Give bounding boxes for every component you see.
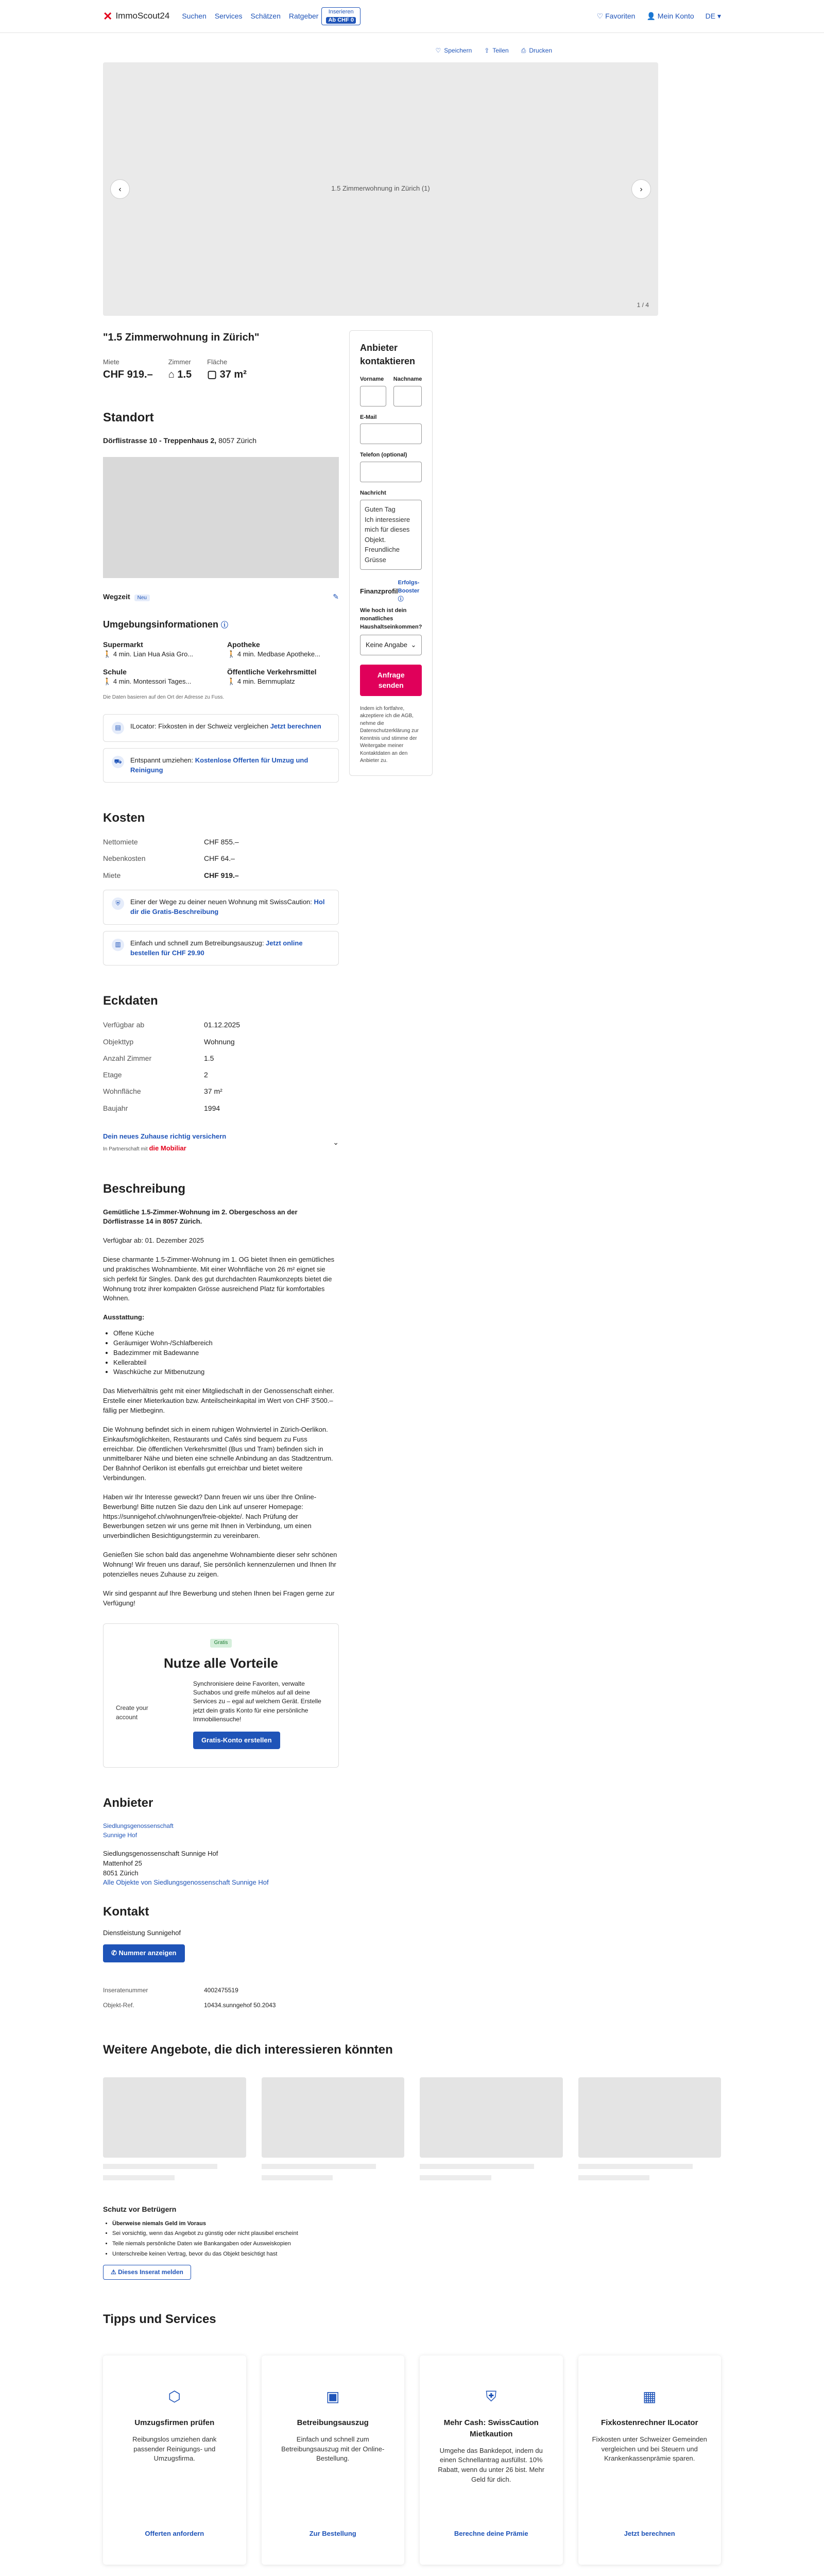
- gallery-counter: 1 / 4: [637, 301, 649, 309]
- favoriten-link[interactable]: [597, 11, 636, 21]
- contact-value: 10434.sunngehof 50.2043: [204, 2002, 276, 2009]
- fact-area-value: 37 m²: [219, 369, 247, 381]
- betreibung-card[interactable]: [103, 931, 339, 966]
- feature-item: • Kellerabteil: [113, 1358, 339, 1368]
- message-label: Nachricht: [360, 490, 386, 497]
- section-tips: Tipps und Services: [103, 2312, 216, 2327]
- send-request-button[interactable]: Anfrage senden: [360, 665, 422, 696]
- tip-card: [103, 2355, 246, 2565]
- tip-card: [420, 2355, 563, 2565]
- detail-row: [103, 1050, 339, 1066]
- tip-title: Umzugsfirmen prüfen: [134, 2418, 215, 2428]
- env-note: Die Daten basieren auf den Ort der Adresse zu Fuss.: [103, 694, 225, 701]
- detail-value: 37 m²: [204, 1087, 222, 1096]
- desc-paragraph: Das Mietverhältnis geht mit einer Mitgliedschaft in der Genossenschaft einher. Erstelle einer Mieterkaution bzw. Anteilscheinkapital im Wert von CHF 3'500.– fällig per Mietbeginn.: [103, 1387, 334, 1415]
- brand-logo[interactable]: [103, 8, 169, 25]
- swisscaution-link[interactable]: Hol dir die Gratis-Beschreibung: [130, 898, 325, 916]
- email-input[interactable]: [360, 423, 422, 444]
- phone-input[interactable]: [360, 462, 422, 482]
- cost-value: CHF 64.–: [204, 854, 235, 863]
- inserieren-sub: Ab CHF 0: [326, 17, 356, 24]
- route-label: Wegzeit: [103, 592, 130, 601]
- area-icon: ▢: [207, 369, 220, 381]
- feature-item: • Geräumiger Wohn-/Schlafbereich: [113, 1338, 339, 1348]
- detail-key: Verfügbar ab: [103, 1021, 145, 1029]
- fact-rent-label: Miete: [103, 358, 119, 366]
- env-item: [227, 639, 339, 659]
- detail-row: [103, 1066, 339, 1083]
- section-eckdaten: Eckdaten: [103, 994, 158, 1008]
- report-listing-button[interactable]: [103, 2265, 191, 2280]
- swisscaution-card[interactable]: [103, 890, 339, 925]
- section-beschreibung: Beschreibung: [103, 1181, 186, 1196]
- tips-list: [103, 2355, 721, 2565]
- print-label: Drucken: [529, 47, 552, 54]
- info-icon[interactable]: ⓘ: [221, 620, 229, 629]
- section-kosten: Kosten: [103, 811, 145, 825]
- detail-key: Objekttyp: [103, 1037, 134, 1046]
- betreibung-link[interactable]: Jetzt online bestellen für CHF 29.90: [130, 939, 303, 957]
- insurance-link[interactable]: Dein neues Zuhause richtig versichern: [103, 1132, 227, 1141]
- language-select[interactable]: DE ▾: [705, 12, 721, 21]
- details-table: [103, 1016, 339, 1116]
- env-item-title: Apotheke: [227, 640, 260, 649]
- env-item: [103, 639, 215, 659]
- favoriten-label: Favoriten: [605, 12, 636, 21]
- mein-konto-label: Mein Konto: [657, 12, 694, 21]
- env-item-text: 4 min. Bernmuplatz: [237, 677, 295, 686]
- create-account-button[interactable]: Gratis-Konto erstellen: [193, 1732, 280, 1750]
- last-name-input[interactable]: [393, 386, 422, 406]
- swisscaution-text: Einer der Wege zu deiner neuen Wohnung mit SwissCaution:: [130, 898, 314, 906]
- chevron-down-icon: ⌄: [410, 640, 417, 649]
- print-button[interactable]: [521, 46, 552, 55]
- info-icon[interactable]: ⓘ: [398, 596, 404, 603]
- share-label: Teilen: [492, 47, 509, 54]
- detail-row: [103, 1100, 339, 1116]
- address-street: Dörflistrasse 10 - Treppenhaus 2,: [103, 436, 217, 445]
- description: [103, 1208, 339, 1608]
- map[interactable]: [103, 457, 339, 578]
- costs-table: [103, 834, 339, 884]
- detail-row: [103, 1033, 339, 1050]
- tip-title: Betreibungsauszug: [297, 2418, 369, 2428]
- detail-value: 01.12.2025: [204, 1021, 241, 1029]
- desc-paragraph: Wir sind gespannt auf Ihre Bewerbung und stehen Ihnen bei Fragen gerne zur Verfügung!: [103, 1589, 335, 1607]
- tip-text: Reibungslos umziehen dank passender Reinigungs- und Umzugsfirma.: [132, 2435, 217, 2463]
- chevron-down-icon: ⌄: [333, 1138, 339, 1146]
- detail-value: 1994: [204, 1104, 220, 1112]
- cost-key: Nebenkosten: [103, 854, 146, 863]
- first-name-input[interactable]: [360, 386, 386, 406]
- mobiliar-logo: die Mobiliar: [149, 1144, 186, 1152]
- form-disclaimer: Indem ich fortfahre, akzeptiere ich die AGB, nehme die Datenschutzerklärung zur Kenntnis und stimme der Weitergabe meiner Kontaktdaten an den Anbieter zu.: [360, 705, 419, 764]
- cost-value: CHF 919.–: [204, 871, 239, 879]
- fraud-box: [103, 2204, 721, 2280]
- env-item-title: Schule: [103, 668, 127, 676]
- heart-icon: ♡: [596, 12, 606, 21]
- promo-image: Create your account: [116, 1704, 148, 1721]
- address-city: 8057 Zürich: [218, 436, 257, 445]
- key-facts: [103, 358, 339, 382]
- logo-mark-icon: ✕: [103, 9, 113, 23]
- offer-card-placeholder[interactable]: [420, 2077, 563, 2180]
- route-row: [103, 591, 339, 602]
- fact-area-label: Fläche: [207, 358, 228, 366]
- document-icon: ▥: [112, 939, 124, 951]
- last-name-label: Nachname: [393, 376, 422, 382]
- env-item-text: 4 min. Medbase Apotheke...: [237, 650, 320, 658]
- gallery-prev-button[interactable]: [110, 179, 130, 199]
- umzug-text: Entspannt umziehen:: [130, 756, 195, 764]
- fraud-item: • Unterschreibe keinen Vertrag, bevor du das Objekt besichtigt hast: [112, 2249, 721, 2260]
- contact-key: Inseratenummer: [103, 1986, 148, 1994]
- walk-icon: 🚶: [103, 650, 113, 658]
- detail-row: [103, 1016, 339, 1033]
- cost-row: [103, 834, 339, 850]
- desc-paragraph: Diese charmante 1.5-Zimmer-Wohnung im 1. OG bietet Ihnen ein gemütliches und praktisches Wohnambiente. Mit einer Wohnfläche von 26 m² eignet sie sich perfekt für Singles. Dank des gut durchdachten Raumkonzepts bietet die Wohnung trotz ihrer kompakten Grösse ausreichend Platz für komfortables Wohnen.: [103, 1256, 335, 1302]
- partner-label: In Partnerschaft mit: [103, 1146, 148, 1152]
- detail-key: Baujahr: [103, 1104, 128, 1112]
- umzug-card[interactable]: [103, 748, 339, 783]
- gratis-badge: Gratis: [210, 1639, 232, 1648]
- section-anbieter: Anbieter: [103, 1796, 153, 1810]
- contact-value: 4002475519: [204, 1986, 238, 1994]
- feature-item: • Badezimmer mit Badewanne: [113, 1348, 339, 1358]
- tip-text: Einfach und schnell zum Betreibungsauszug mit der Online-Bestellung.: [281, 2435, 385, 2463]
- provider-street: Mattenhof 25: [103, 1859, 142, 1867]
- show-number-label: Nummer anzeigen: [118, 1948, 177, 1957]
- provider-city: 8051 Zürich: [103, 1869, 139, 1877]
- share-button[interactable]: [484, 46, 508, 55]
- income-question: Wie hoch ist dein monatliches Haushaltseinkommen?: [360, 607, 422, 631]
- house-icon: ⌂: [168, 369, 178, 381]
- detail-row: [103, 1083, 339, 1099]
- mein-konto-link[interactable]: [646, 11, 694, 21]
- offer-card-placeholder[interactable]: [103, 2077, 246, 2180]
- walk-icon: 🚶: [227, 677, 237, 686]
- tip-link[interactable]: Offerten anfordern: [145, 2530, 204, 2538]
- inserieren-label: Inserieren: [328, 9, 354, 15]
- tip-title: Mehr Cash: SwissCaution Mietkaution: [443, 2418, 539, 2438]
- betreibung-text: Einfach und schnell zum Betreibungsauszug:: [130, 939, 266, 947]
- feature-item: • Offene Küche: [113, 1329, 339, 1338]
- report-listing-label: Dieses Inserat melden: [118, 2268, 183, 2276]
- desc-lead: Gemütliche 1.5-Zimmer-Wohnung im 2. Obergeschoss an der Dörflistrasse 14 in 8057 Zürich.: [103, 1208, 298, 1226]
- box-icon: ⬡: [168, 2388, 181, 2405]
- provider-all-objects-link[interactable]: Alle Objekte von Siedlungsgenossenschaft Sunnige Hof: [103, 1878, 269, 1887]
- contact-key: Objekt-Ref.: [103, 2002, 134, 2009]
- desc-paragraph: Genießen Sie schon bald das angenehme Wohnambiente dieser sehr schönen Wohnung! Wir freuen uns darauf, Sie persönlich kennenzulernen und Ihnen Ihr potenzielles neues Zuhause zu zeigen.: [103, 1551, 337, 1578]
- detail-key: Etage: [103, 1071, 122, 1079]
- promo-text: Synchronisiere deine Favoriten, verwalte Suchabos und greife mühelos auf all deine Services zu – egal auf welchem Gerät. Erstelle jetzt dein gratis Konto für eine persönliche Immobiliensuche!: [193, 1680, 321, 1723]
- ilocator-text: ILocator: Fixkosten in der Schweiz vergleichen: [130, 722, 270, 730]
- tip-card: [262, 2355, 405, 2565]
- nav-ratgeber[interactable]: Ratgeber: [288, 12, 319, 21]
- fact-rent-value: CHF 919.–: [103, 369, 153, 381]
- save-button[interactable]: [435, 46, 472, 55]
- email-label: E-Mail: [360, 414, 377, 420]
- walk-icon: 🚶: [103, 677, 113, 686]
- gallery-next-button[interactable]: [631, 179, 651, 199]
- contact-row: [103, 1983, 339, 1998]
- contact-form-title: Anbieter kontaktieren: [360, 343, 416, 367]
- address: [103, 435, 339, 446]
- edit-icon[interactable]: ✎: [333, 592, 339, 601]
- contact-form: [349, 330, 433, 775]
- first-name-label: Vorname: [360, 376, 384, 382]
- show-number-button[interactable]: [103, 1944, 185, 1962]
- ilocator-card[interactable]: [103, 714, 339, 742]
- message-textarea[interactable]: Guten Tag Ich interessiere mich für dieses Objekt. Freundliche Grüsse: [360, 500, 422, 570]
- nav-services[interactable]: Services: [214, 12, 243, 21]
- cost-key: Miete: [103, 871, 121, 879]
- offer-card-placeholder[interactable]: [578, 2077, 722, 2180]
- truck-icon: ⛟: [112, 756, 124, 768]
- fraud-item: • Sei vorsichtig, wenn das Angebot zu günstig oder nicht plausibel erscheint: [112, 2229, 721, 2239]
- user-icon: 👤: [646, 12, 658, 21]
- income-select[interactable]: [360, 635, 422, 655]
- section-standort: Standort: [103, 411, 154, 425]
- tip-text: Fixkosten unter Schweizer Gemeinden vergleichen und bei Steuern und Krankenkassenprämie sparen.: [592, 2435, 707, 2463]
- features-list: [113, 1329, 339, 1377]
- language-label: DE: [705, 12, 716, 21]
- chevron-left-icon: ‹: [118, 184, 122, 194]
- ilocator-link[interactable]: Jetzt berechnen: [270, 722, 321, 730]
- detail-key: Anzahl Zimmer: [103, 1054, 152, 1062]
- desc-paragraph: Die Wohnung befindet sich in einem ruhigen Wohnviertel in Zürich-Oerlikon. Einkaufsmöglichkeiten, Restaurants und Cafés sind bequem zu Fuss erreichbar. Die öffentlichen Verkehrsmittel (Bus und Tram) befinden sich in unmittelbarer Nähe und bieten eine schnelle Anbindung an das Stadtzentrum. Der Bahnhof Oerlikon ist ebenfalls gut erreichbar und bietet weitere Verbindungen.: [103, 1425, 333, 1482]
- shield-icon: ⛨: [486, 2388, 497, 2405]
- site-header: [0, 0, 824, 33]
- desc-available: Verfügbar ab: 01. Dezember 2025: [103, 1236, 204, 1245]
- offer-card-placeholder[interactable]: [262, 2077, 405, 2180]
- fact-rooms: [168, 358, 192, 382]
- shield-icon: ⛨: [112, 897, 124, 910]
- tip-title: Fixkostenrechner ILocator: [601, 2418, 698, 2428]
- tip-card: [578, 2355, 722, 2565]
- phone-label: Telefon (optional): [360, 452, 407, 459]
- feature-item: • Waschküche zur Mitbenutzung: [113, 1367, 339, 1377]
- section-more-offers: Weitere Angebote, die dich interessieren könnten: [103, 2042, 393, 2057]
- env-item-title: Öffentliche Verkehrsmittel: [227, 668, 317, 676]
- warning-icon: ⚠: [111, 2268, 118, 2276]
- provider-logo[interactable]: Siedlungsgenossenschaft Sunnige Hof: [103, 1822, 174, 1839]
- income-value: Keine Angabe: [366, 640, 407, 649]
- desc-features-heading: Ausstattung:: [103, 1313, 145, 1321]
- finanzprofil-label: Finanzprofil: [360, 587, 398, 595]
- umzug-link[interactable]: Kostenlose Offerten für Umzug und Reinigung: [130, 756, 308, 774]
- desc-paragraph: Haben wir Ihr Interesse geweckt? Dann freuen wir uns über Ihre Online-Bewerbung! Bitte nutzen Sie dazu den Link auf unserer Homepage: https://sunnigehof.ch/wohnungen/freie-objekte/. Nach Prüfung der Bewerbungen setzen wir uns gerne mit Ihnen in Verbindung, um einen unverbindlichen Besichtigungstermin zu vereinbaren.: [103, 1493, 317, 1540]
- nav-suchen[interactable]: Suchen: [182, 12, 207, 21]
- contact-table: [103, 1983, 339, 2013]
- detail-value: 1.5: [204, 1054, 214, 1062]
- cost-row: [103, 867, 339, 884]
- env-item-text: 4 min. Lian Hua Asia Gro...: [113, 650, 194, 658]
- brand-name: ImmoScout24: [115, 11, 170, 21]
- detail-key: Wohnfläche: [103, 1087, 141, 1096]
- fact-rent: [103, 358, 153, 382]
- account-promo: [103, 1623, 339, 1768]
- image-gallery[interactable]: [103, 62, 658, 316]
- env-heading: [103, 618, 339, 631]
- listing-actions: [0, 33, 824, 55]
- tip-text: Umgehe das Bankdepot, indem du einen Schnellantrag ausfüllst. 10% Rabatt, wenn du unter 26 bist. Mehr Geld für dich.: [438, 2446, 545, 2484]
- fraud-item: • Teile niemals persönliche Daten wie Bankangaben oder Ausweiskopien: [112, 2239, 721, 2249]
- cost-value: CHF 855.–: [204, 838, 239, 846]
- calculator-icon: ▤: [112, 722, 124, 734]
- inserieren-button[interactable]: [321, 7, 360, 25]
- env-item: [227, 667, 339, 687]
- print-icon: ⎙: [521, 47, 526, 54]
- heart-icon: ♡: [435, 47, 441, 54]
- provider-info: [103, 1822, 339, 1888]
- contact-row: [103, 1998, 339, 2013]
- chevron-right-icon: ›: [640, 184, 643, 194]
- new-badge: Neu: [134, 595, 150, 601]
- env-item-title: Supermarkt: [103, 640, 143, 649]
- walk-icon: 🚶: [227, 650, 237, 658]
- booster-badge: Erfolgs-Booster: [398, 580, 420, 595]
- fraud-heading: Schutz vor Betrügern: [103, 2205, 177, 2214]
- fact-rooms-value: 1.5: [177, 369, 192, 381]
- detail-value: Wohnung: [204, 1037, 235, 1046]
- main-nav: [182, 11, 318, 21]
- certificate-icon: ▣: [326, 2388, 340, 2405]
- promo-title: Nutze alle Vorteile: [163, 1655, 279, 1671]
- listing-title: "1.5 Zimmerwohnung in Zürich": [103, 332, 260, 344]
- section-kontakt: Kontakt: [103, 1905, 149, 1919]
- tip-link[interactable]: Jetzt berechnen: [624, 2530, 675, 2538]
- env-item: [103, 667, 215, 687]
- env-item-text: 4 min. Montessori Tages...: [113, 677, 192, 686]
- save-label: Speichern: [444, 47, 472, 54]
- nav-schaetzen[interactable]: Schätzen: [250, 12, 281, 21]
- detail-value: 2: [204, 1071, 208, 1079]
- offers-list: [103, 2077, 721, 2180]
- cost-row: [103, 850, 339, 867]
- env-title: Umgebungsinformationen: [103, 619, 218, 630]
- insurance-row[interactable]: [103, 1131, 339, 1154]
- contact-name: Dienstleistung Sunnigehof: [103, 1929, 181, 1937]
- provider-name: Siedlungsgenossenschaft Sunnige Hof: [103, 1849, 218, 1857]
- gallery-image-alt: 1.5 Zimmerwohnung in Zürich (1): [331, 184, 430, 193]
- tip-link[interactable]: Zur Bestellung: [309, 2530, 356, 2538]
- tip-link[interactable]: Berechne deine Prämie: [454, 2530, 528, 2538]
- phone-icon: ✆: [111, 1948, 119, 1957]
- fact-area: [207, 358, 247, 382]
- fact-rooms-label: Zimmer: [168, 358, 191, 366]
- share-icon: ⇪: [484, 47, 490, 54]
- fraud-item: • Überweise niemals Geld im Voraus: [112, 2219, 721, 2229]
- cost-key: Nettomiete: [103, 838, 138, 846]
- env-grid: [103, 639, 339, 687]
- map-icon: ▦: [643, 2388, 657, 2405]
